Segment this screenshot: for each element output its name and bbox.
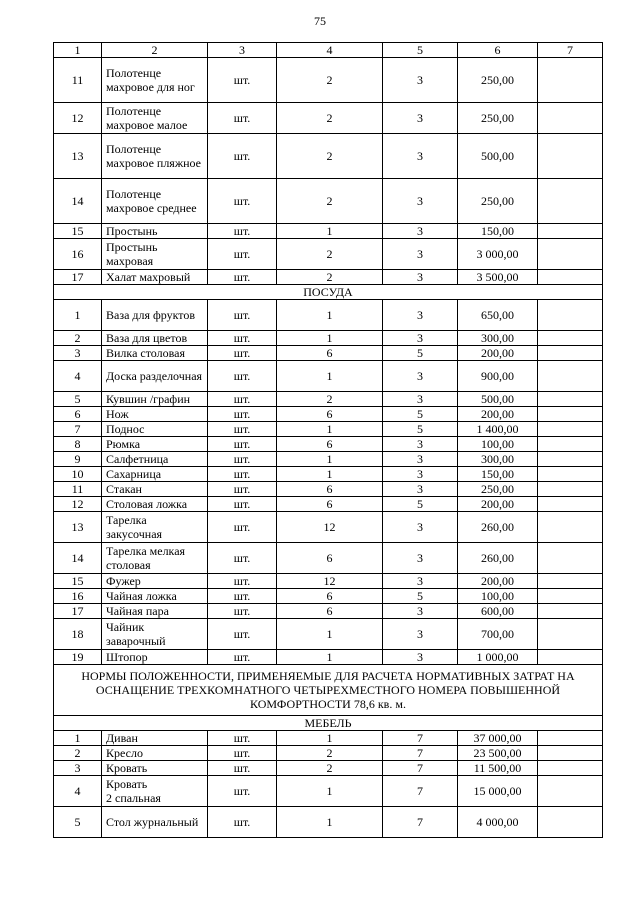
item-quantity: 1 <box>277 731 383 746</box>
item-quantity: 1 <box>277 361 383 392</box>
item-price: 500,00 <box>458 392 538 407</box>
item-number: 15 <box>54 574 102 589</box>
item-note <box>538 604 603 619</box>
item-quantity: 2 <box>277 179 383 224</box>
item-unit: шт. <box>208 346 277 361</box>
table-row <box>54 179 603 224</box>
table-row <box>54 300 603 331</box>
item-quantity: 12 <box>277 574 383 589</box>
item-service-years: 3 <box>383 179 458 224</box>
item-number: 4 <box>54 361 102 392</box>
table-row <box>54 604 603 619</box>
page-number: 75 <box>314 14 326 28</box>
item-service-years: 3 <box>383 452 458 467</box>
item-quantity: 6 <box>277 497 383 512</box>
item-quantity: 1 <box>277 807 383 838</box>
item-unit: шт. <box>208 103 277 134</box>
item-note <box>538 331 603 346</box>
item-service-years: 3 <box>383 392 458 407</box>
item-note <box>538 452 603 467</box>
item-price: 200,00 <box>458 346 538 361</box>
item-name: Нож <box>102 407 208 422</box>
item-note <box>538 361 603 392</box>
table-row <box>54 452 603 467</box>
item-price: 500,00 <box>458 134 538 179</box>
norms-table <box>53 42 603 838</box>
table-row <box>54 134 603 179</box>
item-quantity: 1 <box>277 224 383 239</box>
item-number: 7 <box>54 422 102 437</box>
item-unit: шт. <box>208 761 277 776</box>
item-quantity: 1 <box>277 300 383 331</box>
item-price: 23 500,00 <box>458 746 538 761</box>
item-number: 8 <box>54 437 102 452</box>
table-row <box>54 650 603 665</box>
item-name: Стол журнальный <box>102 807 208 838</box>
item-price: 260,00 <box>458 512 538 543</box>
item-note <box>538 497 603 512</box>
item-unit: шт. <box>208 467 277 482</box>
item-service-years: 7 <box>383 746 458 761</box>
item-unit: шт. <box>208 179 277 224</box>
item-name: Чайная пара <box>102 604 208 619</box>
item-note <box>538 650 603 665</box>
item-price: 900,00 <box>458 361 538 392</box>
item-service-years: 5 <box>383 346 458 361</box>
item-unit: шт. <box>208 512 277 543</box>
item-price: 150,00 <box>458 467 538 482</box>
item-number: 16 <box>54 589 102 604</box>
item-price: 1 400,00 <box>458 422 538 437</box>
item-note <box>538 179 603 224</box>
item-price: 1 000,00 <box>458 650 538 665</box>
item-quantity: 2 <box>277 103 383 134</box>
item-service-years: 3 <box>383 300 458 331</box>
item-number: 2 <box>54 746 102 761</box>
table-row <box>54 361 603 392</box>
item-service-years: 3 <box>383 58 458 103</box>
item-number: 15 <box>54 224 102 239</box>
item-note <box>538 407 603 422</box>
table-row <box>54 731 603 746</box>
item-number: 16 <box>54 239 102 270</box>
item-note <box>538 224 603 239</box>
item-service-years: 7 <box>383 807 458 838</box>
item-note <box>538 58 603 103</box>
item-number: 11 <box>54 58 102 103</box>
item-service-years: 3 <box>383 270 458 285</box>
item-unit: шт. <box>208 807 277 838</box>
item-price: 250,00 <box>458 482 538 497</box>
item-note <box>538 437 603 452</box>
item-quantity: 6 <box>277 543 383 574</box>
table-row <box>54 224 603 239</box>
item-service-years: 5 <box>383 422 458 437</box>
item-price: 3 500,00 <box>458 270 538 285</box>
item-service-years: 3 <box>383 650 458 665</box>
table-row <box>54 543 603 574</box>
item-service-years: 7 <box>383 776 458 807</box>
table-row <box>54 619 603 650</box>
item-price: 200,00 <box>458 574 538 589</box>
table-row <box>54 58 603 103</box>
item-number: 14 <box>54 179 102 224</box>
item-name: Полотенце махровое среднее <box>102 179 208 224</box>
item-number: 1 <box>54 300 102 331</box>
table-row <box>54 392 603 407</box>
column-header: 3 <box>208 43 277 58</box>
item-price: 100,00 <box>458 589 538 604</box>
table-row <box>54 574 603 589</box>
item-number: 18 <box>54 619 102 650</box>
item-unit: шт. <box>208 589 277 604</box>
item-price: 300,00 <box>458 331 538 346</box>
item-unit: шт. <box>208 270 277 285</box>
item-quantity: 2 <box>277 239 383 270</box>
item-unit: шт. <box>208 300 277 331</box>
item-note <box>538 103 603 134</box>
item-name: Вилка столовая <box>102 346 208 361</box>
item-note <box>538 731 603 746</box>
column-header: 7 <box>538 43 603 58</box>
item-quantity: 6 <box>277 482 383 497</box>
item-price: 250,00 <box>458 58 538 103</box>
item-number: 11 <box>54 482 102 497</box>
item-unit: шт. <box>208 776 277 807</box>
item-quantity: 1 <box>277 331 383 346</box>
item-price: 100,00 <box>458 437 538 452</box>
item-unit: шт. <box>208 422 277 437</box>
item-quantity: 1 <box>277 776 383 807</box>
item-name: Кровать <box>102 761 208 776</box>
item-service-years: 3 <box>383 224 458 239</box>
item-service-years: 3 <box>383 543 458 574</box>
item-quantity: 6 <box>277 437 383 452</box>
item-unit: шт. <box>208 407 277 422</box>
item-name: Поднос <box>102 422 208 437</box>
column-header: 1 <box>54 43 102 58</box>
item-number: 14 <box>54 543 102 574</box>
item-unit: шт. <box>208 331 277 346</box>
item-note <box>538 422 603 437</box>
item-service-years: 3 <box>383 574 458 589</box>
item-name: Простынь махровая <box>102 239 208 270</box>
table-row <box>54 807 603 838</box>
item-name: Рюмка <box>102 437 208 452</box>
column-header: 6 <box>458 43 538 58</box>
item-number: 10 <box>54 467 102 482</box>
item-quantity: 1 <box>277 452 383 467</box>
item-note <box>538 574 603 589</box>
item-name: Полотенце махровое малое <box>102 103 208 134</box>
item-name: Столовая ложка <box>102 497 208 512</box>
item-unit: шт. <box>208 239 277 270</box>
item-quantity: 6 <box>277 604 383 619</box>
item-price: 200,00 <box>458 497 538 512</box>
item-price: 300,00 <box>458 452 538 467</box>
item-unit: шт. <box>208 58 277 103</box>
table-row <box>54 589 603 604</box>
item-unit: шт. <box>208 437 277 452</box>
item-service-years: 3 <box>383 467 458 482</box>
item-number: 6 <box>54 407 102 422</box>
item-quantity: 1 <box>277 467 383 482</box>
item-number: 13 <box>54 134 102 179</box>
table-row <box>54 482 603 497</box>
item-service-years: 3 <box>383 134 458 179</box>
item-name: Кувшин /графин <box>102 392 208 407</box>
item-name: Кровать 2 спальная <box>102 776 208 807</box>
item-note <box>538 134 603 179</box>
item-price: 15 000,00 <box>458 776 538 807</box>
item-number: 3 <box>54 761 102 776</box>
item-name: Сахарница <box>102 467 208 482</box>
item-service-years: 3 <box>383 103 458 134</box>
item-name: Чайная ложка <box>102 589 208 604</box>
item-service-years: 5 <box>383 589 458 604</box>
item-unit: шт. <box>208 361 277 392</box>
item-quantity: 1 <box>277 650 383 665</box>
item-unit: шт. <box>208 482 277 497</box>
item-unit: шт. <box>208 604 277 619</box>
item-number: 17 <box>54 270 102 285</box>
item-name: Полотенце махровое пляжное <box>102 134 208 179</box>
item-name: Полотенце махровое для ног <box>102 58 208 103</box>
item-quantity: 1 <box>277 422 383 437</box>
item-note <box>538 761 603 776</box>
item-price: 4 000,00 <box>458 807 538 838</box>
item-name: Диван <box>102 731 208 746</box>
item-price: 650,00 <box>458 300 538 331</box>
item-number: 5 <box>54 807 102 838</box>
item-number: 2 <box>54 331 102 346</box>
item-number: 12 <box>54 103 102 134</box>
item-service-years: 3 <box>383 482 458 497</box>
item-name: Штопор <box>102 650 208 665</box>
item-service-years: 3 <box>383 239 458 270</box>
item-quantity: 2 <box>277 761 383 776</box>
item-price: 250,00 <box>458 103 538 134</box>
table-row <box>54 776 603 807</box>
item-quantity: 12 <box>277 512 383 543</box>
table-row <box>54 331 603 346</box>
item-price: 150,00 <box>458 224 538 239</box>
item-service-years: 3 <box>383 437 458 452</box>
norms-title-row <box>54 665 603 716</box>
column-header: 4 <box>277 43 383 58</box>
item-number: 5 <box>54 392 102 407</box>
item-service-years: 3 <box>383 604 458 619</box>
section-title-furniture: МЕБЕЛЬ <box>54 716 603 731</box>
item-service-years: 3 <box>383 619 458 650</box>
item-name: Салфетница <box>102 452 208 467</box>
item-name: Ваза для фруктов <box>102 300 208 331</box>
item-name: Простынь <box>102 224 208 239</box>
item-note <box>538 392 603 407</box>
item-quantity: 1 <box>277 619 383 650</box>
item-service-years: 3 <box>383 361 458 392</box>
item-name: Халат махровый <box>102 270 208 285</box>
item-note <box>538 512 603 543</box>
item-service-years: 5 <box>383 497 458 512</box>
item-unit: шт. <box>208 224 277 239</box>
item-service-years: 7 <box>383 731 458 746</box>
item-note <box>538 807 603 838</box>
item-quantity: 2 <box>277 746 383 761</box>
section-furniture-row <box>54 716 603 731</box>
table-row <box>54 407 603 422</box>
item-note <box>538 619 603 650</box>
item-price: 3 000,00 <box>458 239 538 270</box>
item-number: 1 <box>54 731 102 746</box>
item-note <box>538 346 603 361</box>
item-note <box>538 300 603 331</box>
item-note <box>538 776 603 807</box>
item-unit: шт. <box>208 574 277 589</box>
item-number: 12 <box>54 497 102 512</box>
item-unit: шт. <box>208 452 277 467</box>
item-quantity: 6 <box>277 346 383 361</box>
item-price: 37 000,00 <box>458 731 538 746</box>
item-price: 250,00 <box>458 179 538 224</box>
item-number: 4 <box>54 776 102 807</box>
item-name: Доска разделочная <box>102 361 208 392</box>
item-unit: шт. <box>208 497 277 512</box>
item-note <box>538 270 603 285</box>
item-price: 260,00 <box>458 543 538 574</box>
item-name: Тарелка мелкая столовая <box>102 543 208 574</box>
item-unit: шт. <box>208 134 277 179</box>
item-service-years: 3 <box>383 331 458 346</box>
item-note <box>538 589 603 604</box>
item-service-years: 3 <box>383 512 458 543</box>
item-service-years: 7 <box>383 761 458 776</box>
column-header: 2 <box>102 43 208 58</box>
item-unit: шт. <box>208 746 277 761</box>
item-price: 600,00 <box>458 604 538 619</box>
item-name: Фужер <box>102 574 208 589</box>
item-note <box>538 746 603 761</box>
item-note <box>538 543 603 574</box>
item-price: 200,00 <box>458 407 538 422</box>
item-name: Стакан <box>102 482 208 497</box>
item-unit: шт. <box>208 392 277 407</box>
column-header-row <box>54 43 603 58</box>
table-row <box>54 761 603 776</box>
item-number: 3 <box>54 346 102 361</box>
item-number: 13 <box>54 512 102 543</box>
column-header: 5 <box>383 43 458 58</box>
table-row <box>54 467 603 482</box>
item-quantity: 2 <box>277 134 383 179</box>
table-row <box>54 437 603 452</box>
item-number: 9 <box>54 452 102 467</box>
section-dishes-row <box>54 285 603 300</box>
table-row <box>54 239 603 270</box>
table-row <box>54 422 603 437</box>
item-note <box>538 467 603 482</box>
item-price: 700,00 <box>458 619 538 650</box>
item-unit: шт. <box>208 543 277 574</box>
norms-title: НОРМЫ ПОЛОЖЕННОСТИ, ПРИМЕНЯЕМЫЕ ДЛЯ РАСЧЕТА НОРМАТИВНЫХ ЗАТРАТ НА ОСНАЩЕНИЕ ТРЕХКОМНАТНОГО ЧЕТЫРЕХМЕСТНОГО НОМЕРА ПОВЫШЕННОЙ КОМФОРТНОСТИ 78,6 кв. м. <box>54 665 603 716</box>
item-service-years: 5 <box>383 407 458 422</box>
item-quantity: 2 <box>277 270 383 285</box>
table-row <box>54 270 603 285</box>
item-quantity: 2 <box>277 392 383 407</box>
item-name: Тарелка закусочная <box>102 512 208 543</box>
table-row <box>54 346 603 361</box>
item-price: 11 500,00 <box>458 761 538 776</box>
item-name: Чайник заварочный <box>102 619 208 650</box>
item-number: 19 <box>54 650 102 665</box>
item-unit: шт. <box>208 619 277 650</box>
item-quantity: 6 <box>277 407 383 422</box>
item-name: Кресло <box>102 746 208 761</box>
item-quantity: 2 <box>277 58 383 103</box>
table-row <box>54 497 603 512</box>
item-name: Ваза для цветов <box>102 331 208 346</box>
item-note <box>538 482 603 497</box>
table-row <box>54 103 603 134</box>
table-row <box>54 746 603 761</box>
item-quantity: 6 <box>277 589 383 604</box>
item-number: 17 <box>54 604 102 619</box>
table-row <box>54 512 603 543</box>
section-title-dishes: ПОСУДА <box>54 285 603 300</box>
item-note <box>538 239 603 270</box>
item-unit: шт. <box>208 731 277 746</box>
item-unit: шт. <box>208 650 277 665</box>
